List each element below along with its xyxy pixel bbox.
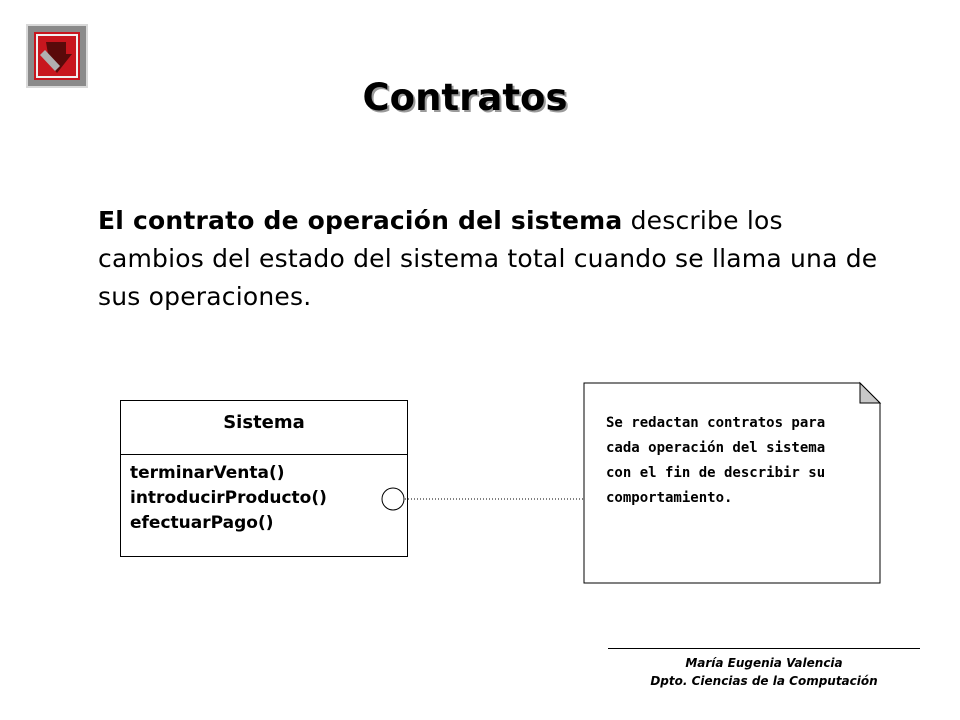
operation-marker-circle [382, 488, 404, 510]
footer-author: María Eugenia Valencia [685, 656, 843, 670]
operation-introducir-producto: introducirProducto() [130, 488, 327, 508]
class-name: Sistema [121, 401, 407, 455]
body-bold-text: El contrato de operación del sistema [98, 206, 623, 235]
operation-terminar-venta: terminarVenta() [130, 463, 285, 483]
note-text: Se redactan contratos para cada operación del sistema con el fin de describir su comportamiento. [606, 415, 826, 506]
footer-department: Dpto. Ciencias de la Computación [650, 674, 878, 688]
page-title: Contratos [362, 76, 568, 119]
operation-efectuar-pago: efectuarPago() [130, 513, 274, 533]
footer-divider [608, 648, 920, 649]
note-fold-corner [860, 383, 880, 403]
body-regular-text: describe los cambios del estado del sistema total cuando se llama una de sus operaciones. [98, 206, 878, 311]
